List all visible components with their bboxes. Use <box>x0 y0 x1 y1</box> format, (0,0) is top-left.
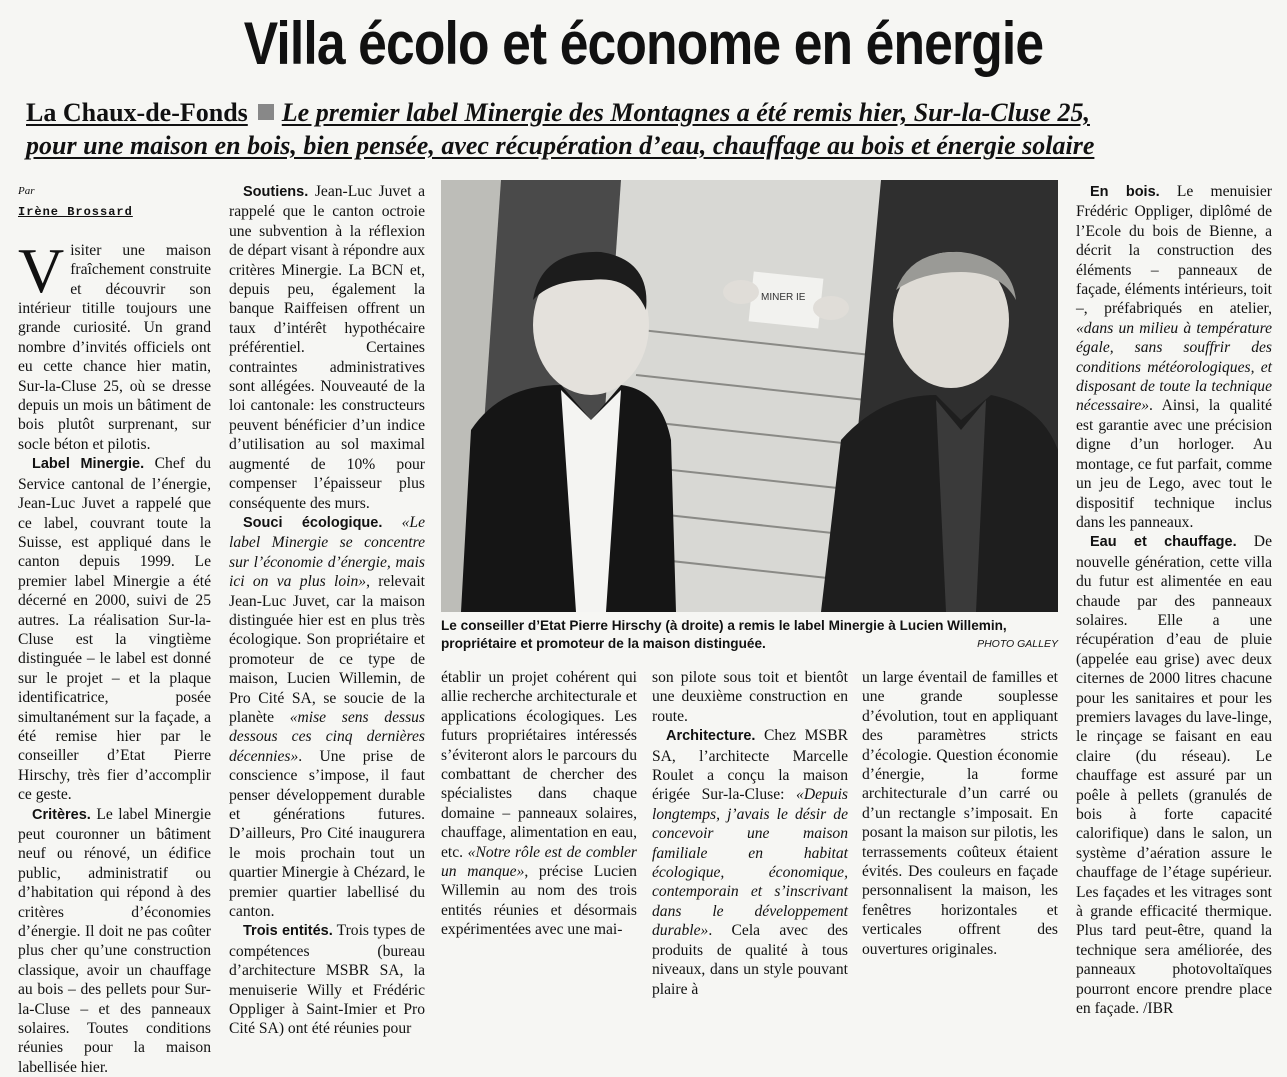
paragraph-text: Le menuisier Frédéric Oppliger, diplômé de l’Ecole du bois de Bienne, a décrit la construction des éléments – panneaux de façade, éléments intérieurs, toit –, préfabriqués en atelier, <box>1076 183 1272 318</box>
paragraph <box>229 182 425 513</box>
subhead-line-1 <box>26 96 1271 129</box>
column-2 <box>229 182 425 1039</box>
paragraph-text: Chef du Service cantonal de l’énergie, Jean-Luc Juvet a rappelé que ce label, couvrant toute la Suisse, est appliqué dans le canton depuis 1999. Le premier label Minergie a été décerné en 2000, suivi de 25 autres. La réalisation Sur-la-Cluse est la vingtième distinguée – le label est donné sur le projet – et la plaque identificatrice, posée simultanément sur la façade, a été remise hier par le conseiller d’Etat Pierre Hirschy, très fier d’accomplir ce geste. <box>18 455 211 804</box>
column-5 <box>862 668 1058 959</box>
quote: «Le label Minergie se concentre sur l’économie d’énergie, mais ici on va plus loin» <box>229 513 425 591</box>
paragraph <box>1076 182 1272 532</box>
paragraph-text: . Ainsi, la qualité est garantie avec une précision digne d’un horloger. Au montage, ce fut parfait, comme un jeu de Lego, avec tout le dispositif technique inclus dans les panneaux. <box>1076 397 1272 531</box>
keyword-label: En bois. <box>1090 184 1160 200</box>
paragraph <box>1076 532 1272 1018</box>
paragraph-text: De nouvelle génération, cette villa du futur est alimentée en eau chaude par des panneaux solaires. Elle a une récupération d’eau de pluie (appelée eau grise) avec deux citernes de 2000 litres chacune pour les sanitaires et pour les premiers lavages du lave-linge, le rinçage se faisant en eau claire (du réseau). Le chauffage est assuré par un poêle à pellets (granulés de bois à forte capacité calorifique) dans le salon, un système d’aération assure le chauffage de l’étage supérieur. Les façades et les vitrages sont à grande efficacité thermique. Plus tard peut-être, quand la technique sera améliorée, des panneaux photovoltaïques pourront encore prendre place en façade. /IBR <box>1076 533 1272 1018</box>
location: La Chaux-de-Fonds <box>26 98 248 127</box>
photo-credit: PHOTO GALLEY <box>977 638 1058 650</box>
quote: «Depuis longtemps, j’avais le désir de concevoir une maison familiale en habitat écologique, économique, contemporain et s’inscrivant dans le développement durable» <box>652 786 848 940</box>
subhead <box>26 96 1271 162</box>
paragraph-text: Trois types de compétences (bureau d’architecture MSBR SA, la menuiserie Willy et Frédéric Oppliger à Saint-Imier et Pro Cité SA) ont été réunies pour <box>229 922 425 1038</box>
paragraph <box>441 668 637 940</box>
column-4 <box>652 668 848 999</box>
paragraph-text: un large éventail de familles et une grande souplesse d’évolution, tout en appliquant des paramètres stricts d’écologie. Question économie d’énergie, la forme architecturale d’un carré ou d’un rectangle s’imposait. En posant la maison sur pilotis, les terrassements coûteux étaient évités. Des couleurs en façade personnalisent la maison, les fenêtres horizontales et verticales offrent des ouvertures originales. <box>862 669 1058 958</box>
keyword-label: Trois entités. <box>243 923 333 940</box>
keyword-label: Label Minergie. <box>32 456 145 473</box>
paragraph-text: isiter une maison fraîchement construite et découvrir son intérieur titille toujours une grande curiosité. Un grand nombre d’invités officiels ont eu cette chance hier matin, Sur-la-Cluse 25, où se dresse depuis un mois un bâtiment de bois plutôt surprenant, sur socle béton et pilotis. <box>18 241 211 453</box>
quote: «mise sens dessus dessous ces cinq dernières décennies» <box>229 708 425 765</box>
paragraph <box>18 234 211 454</box>
photo-illustration <box>441 180 1058 612</box>
paragraph <box>862 668 1058 959</box>
paragraph <box>18 805 211 1077</box>
paragraph-text: , précise Lucien Willemin au nom des trois entités réunies et désormais expérimentées avec une mai- <box>441 863 637 939</box>
keyword-label: Critères. <box>32 806 91 823</box>
photo-caption: Le conseiller d’Etat Pierre Hirschy (à droite) a remis le label Minergie à Lucien Willemin, propriétaire et promoteur de la maison distinguée. <box>441 618 1007 651</box>
paragraph-text: . Une prise de conscience s’impose, il faut penser développement durable et générations futures. D’ailleurs, Pro Cité inaugurera le mois prochain tout un quartier Minergie à Chézard, le premier quartier labellisé du canton. <box>229 747 425 921</box>
dropcap: V <box>18 234 65 306</box>
paragraph-text: son pilote sous toit et bientôt une deuxième construction en route. <box>652 669 848 725</box>
square-bullet-icon <box>258 104 274 120</box>
byline-par: Par <box>18 185 35 197</box>
headline: Villa écolo et économe en énergie <box>243 10 1044 77</box>
paragraph <box>18 454 211 804</box>
column-6 <box>1076 182 1272 1018</box>
paragraph-text: , relevait Jean-Luc Juvet, car la maison distinguée hier est en plus très écologique. Son propriétaire et promoteur de ce type de maison, Lucien Willemin, de Pro Cité SA, se soucie de la planète <box>229 573 425 726</box>
deck-line-2: pour une maison en bois, bien pensée, avec récupération d’eau, chauffage au bois et énergie solaire <box>26 131 1095 160</box>
paragraph-text: Chez MSBR SA, l’architecte Marcelle Roulet a conçu la maison érigée Sur-la-Cluse: <box>652 727 848 804</box>
paragraph-text: Le label Minergie peut couronner un bâtiment neuf ou rénové, un édifice public, administratif ou d’habitation qui répond à des critères d’économies d’énergie. Il doit ne pas coûter plus cher qu’une construction classique, avoir un chauffage au bois – des pellets pour Sur-la-Cluse – et des panneaux solaires. Toutes conditions réunies pour la maison labellisée hier. <box>18 805 211 1076</box>
keyword-label: Souci écologique. <box>243 514 383 531</box>
paragraph-text: . Cela avec des produits de qualité à tous niveaux, dans un style pouvant plaire à <box>652 922 848 998</box>
paragraph <box>652 668 848 726</box>
deck-line-1: Le premier label Minergie des Montagnes a été remis hier, Sur-la-Cluse 25, <box>281 98 1090 127</box>
quote: «Notre rôle est de combler un manque» <box>441 843 637 881</box>
keyword-label: Eau et chauffage. <box>1090 534 1237 551</box>
column-1 <box>18 182 211 1077</box>
paragraph-text: Jean-Luc Juvet a rappelé que le canton octroie une subvention à la réflexion de départ visant à répondre aux critères Minergie. La BCN et, depuis peu, également la banque Raiffeisen offrent un taux d’intérêt hypothécaire préférentiel. Certaines contraintes administratives sont allégées. Nouveauté de la loi cantonale: les constructeurs peuvent bénéficier d’un indice d’utilisation au sol maximal augmenté de 10% pour compenser l’épaisseur plus conséquente des murs. <box>229 183 425 512</box>
column-3 <box>441 668 637 940</box>
keyword-label: Architecture. <box>666 728 756 745</box>
paragraph <box>652 726 848 999</box>
quote: «dans un milieu à température égale, sans souffrir des conditions météorologiques, et disposant de toute la technique nécessaire» <box>1076 319 1272 415</box>
paragraph-text: établir un projet cohérent qui allie recherche architecturale et applications écologiques. Les futurs propriétaires intéressés s’éviteront alors le parcours du combattant de chercher des spécialistes dans chaque domaine – panneaux solaires, chauffage, alimentation en eau, etc. <box>441 669 637 861</box>
keyword-label: Soutiens. <box>243 184 309 200</box>
paragraph <box>229 513 425 922</box>
byline-author: Irène Brossard <box>18 205 133 220</box>
plaque-text: MINER IE <box>761 292 806 303</box>
photo <box>441 180 1058 612</box>
paragraph <box>229 921 425 1038</box>
